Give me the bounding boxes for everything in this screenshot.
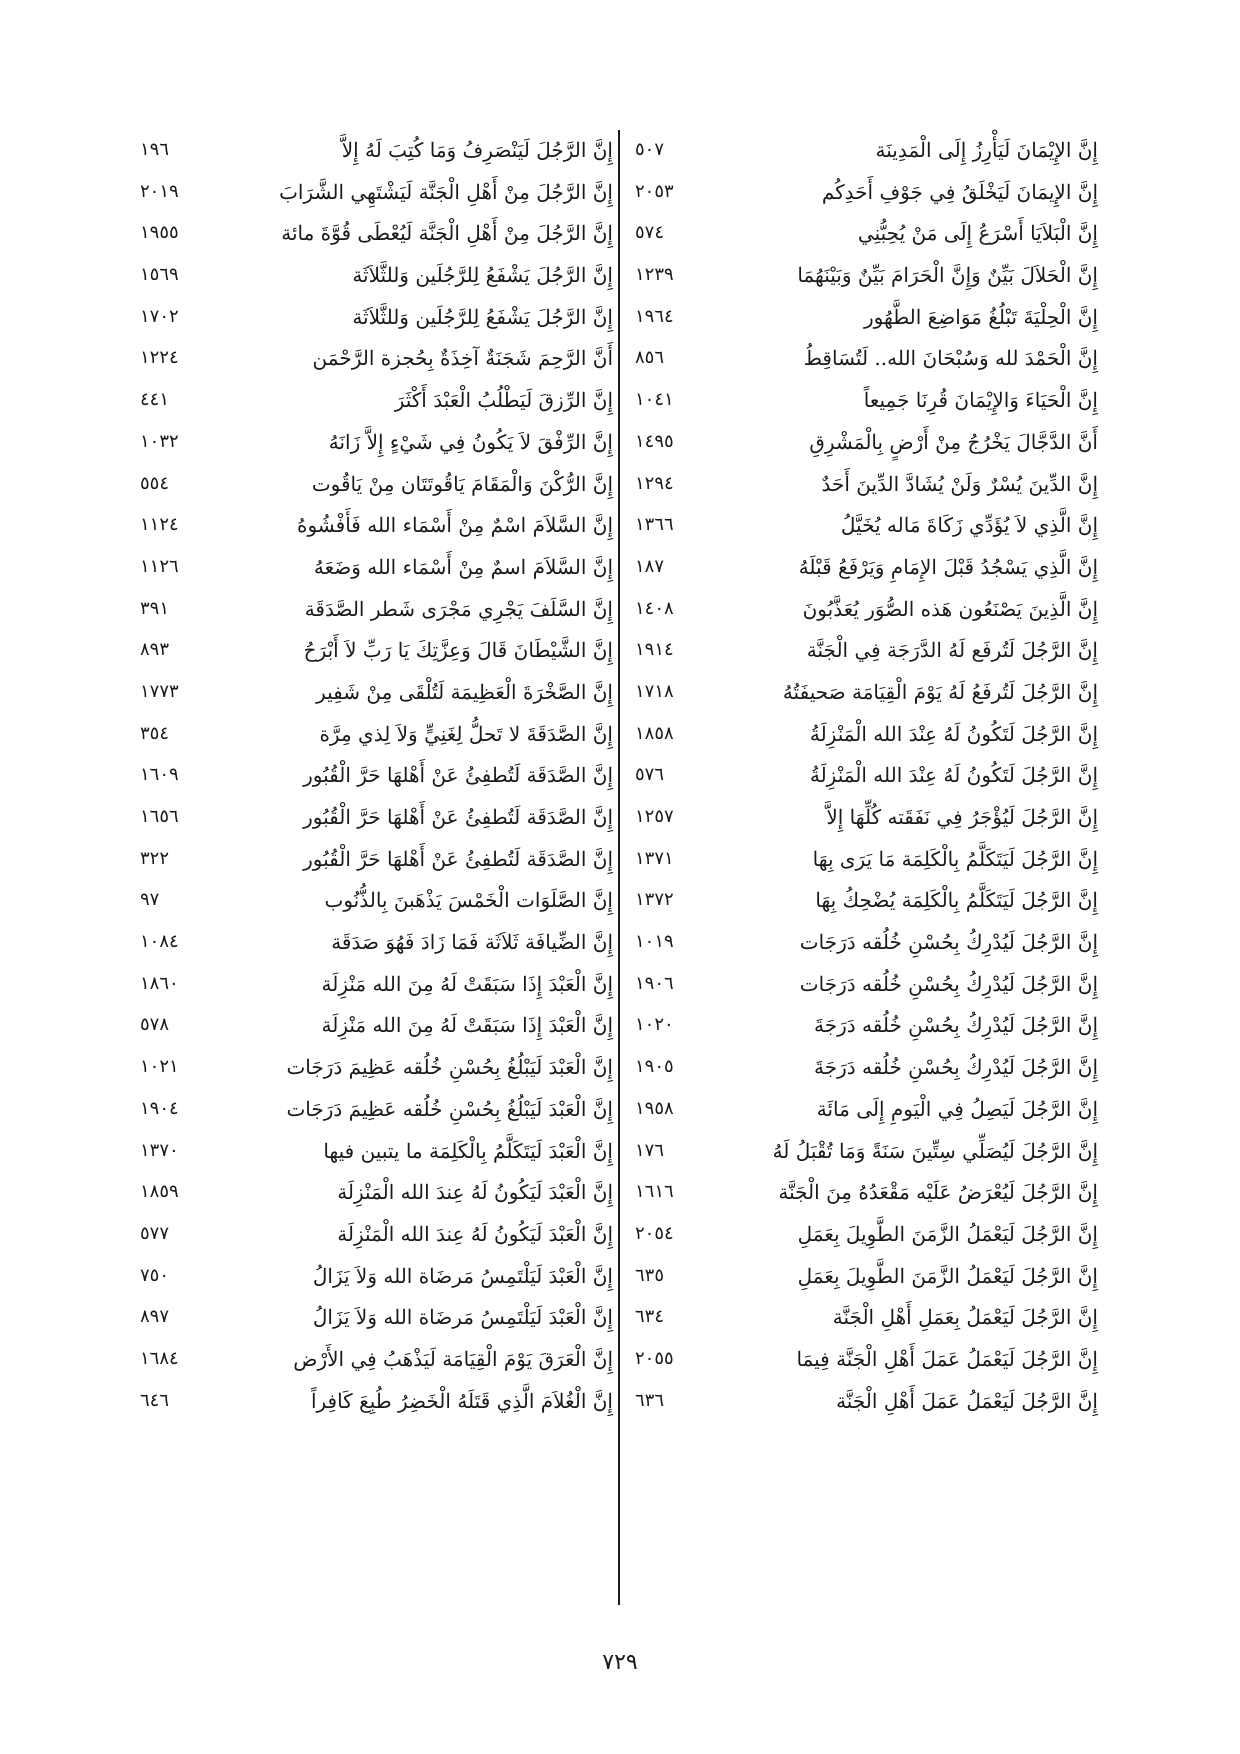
index-entry [140,630,613,672]
page-reference: ١٩٠٦ [635,972,674,994]
index-entry [635,130,1098,172]
page-reference: ٥٧٦ [635,764,665,786]
hadith-phrase: إِنَّ الْعَبْدَ لَيَبْلُغُ بِحُسْنِ خُلُقه عَظِيمَ دَرَجَات [286,1055,613,1080]
page-reference: ١٩٦ [140,139,170,160]
left-index-column [140,130,613,1422]
page-reference: ١٩١٤ [635,639,674,661]
page-reference: ٤٤١ [140,389,170,411]
index-entry [635,255,1098,297]
page-reference: ١٠٤١ [635,389,674,411]
index-entry [140,1005,613,1047]
page-reference: ٥٧٤ [635,222,665,244]
page-reference: ١٨٥٨ [635,722,674,744]
index-entry [140,1089,613,1131]
index-entry [140,380,613,422]
index-entry [635,1256,1098,1298]
hadith-phrase: إِنَّ الرَّجُلَ يَشْفَعُ لِلرَّجُلَين وَللثَّلاَثَة [352,263,613,288]
index-entry [140,1047,613,1089]
hadith-phrase: إِنَّ الْعَرَقَ يَوْمَ الْقِيَامَة لَيَذْهَبُ فِي الأَرْض [293,1346,613,1371]
page-reference: ١٧٠٢ [140,305,179,327]
page-reference: ٥٥٤ [140,472,170,494]
page-reference: ١٤٠٨ [635,597,674,619]
hadith-phrase: إِنَّ الرَّجُلَ لَيَعْمَلُ عَمَلَ أَهْلِ الْجَنَّة [836,1388,1098,1413]
hadith-phrase: إِنَّ الْعَبْدَ لَيَبْلُغُ بِحُسْنِ خُلُقه عَظِيمَ دَرَجَات [286,1096,613,1121]
index-entry [635,1089,1098,1131]
index-entry [140,1381,613,1423]
index-entry [140,213,613,255]
hadith-phrase: إِنَّ الرَّجُلَ لَيُدْرِكُ بِحُسْنِ خُلُقه دَرَجَات [799,971,1098,996]
index-entry [635,547,1098,589]
page-reference: ١٩٠٤ [140,1097,179,1119]
page-reference: ١٧١٨ [635,680,674,702]
page-number: ٧٢٩ [602,1650,638,1675]
index-entry [635,714,1098,756]
index-entry [140,1256,613,1298]
hadith-phrase: إِنَّ الصَّدَقَةَ لا تَحلُّ لِغَنِيٍّ وَلاَ لِذي مِرَّة [319,721,613,746]
page-reference: ٦٤٦ [140,1389,170,1411]
index-entry [635,297,1098,339]
index-entry [635,880,1098,922]
index-entry [140,1131,613,1173]
page-reference: ١٠٣٢ [140,430,179,452]
index-entry [140,505,613,547]
page-reference: ٨٥٦ [635,347,665,369]
hadith-phrase: إِنَّ الَّذِي يَسْجُدُ قَبْلَ الإِمَامِ وَيَرْفَعُ قَبْلَهُ [798,554,1098,579]
hadith-phrase: إِنَّ الرَّجُلَ لَيُدْرِكُ بِحُسْنِ خُلُقه دَرَجَةَ [813,1055,1098,1080]
index-entry [140,714,613,756]
page-reference: ٢٠٥٥ [635,1347,674,1369]
index-entry [635,213,1098,255]
page-reference: ٥٠٧ [635,139,665,160]
hadith-phrase: إِنَّ الْبَلاَيَا أَسْرَعُ إِلَى مَنْ يُحِبُّنِي [857,221,1098,246]
index-entry [635,422,1098,464]
page-reference: ٢٠٥٤ [635,1222,674,1244]
page-reference: ١٠٢١ [140,1056,179,1078]
hadith-phrase: إِنَّ الرَّجُلَ لَيَعْمَلُ الزَّمَنَ الطَّوِيلَ بِعَمَلِ [797,1221,1098,1246]
index-entry [635,338,1098,380]
hadith-phrase: إِنَّ الرَّجُلَ لَتَكُونُ لَهُ عِنْدَ الله الْمَنْزِلَةُ [809,763,1098,788]
page-reference: ٧٥٠ [140,1264,170,1286]
page-reference: ١٩٥٨ [635,1097,674,1119]
page-reference: ٣٥٤ [140,722,170,744]
page-reference: ١٢٢٤ [140,347,179,369]
hadith-phrase: إِنَّ الْعَبْدَ لَيَلْتَمِسُ مَرضَاة الله وَلاَ يَزَالُ [312,1305,613,1330]
index-entry [140,964,613,1006]
hadith-phrase: إِنَّ الإِيمَانَ لَيَخْلَقُ فِي جَوْفِ أَحَدِكُم [821,179,1098,204]
page-reference: ١٠١٩ [635,931,674,953]
page-reference: ٥٧٧ [140,1222,170,1244]
hadith-phrase: إِنَّ الإِيْمَانَ لَيَأْرِزُ إِلَى الْمَدِينَة [875,138,1098,162]
index-entry [140,547,613,589]
index-entry [635,380,1098,422]
hadith-phrase: إِنَّ الرَّجُلَ لَيَصِلُ فِي الْيَومِ إِلَى مَائَة [816,1096,1098,1121]
page-reference: ١٢٣٩ [635,264,674,286]
page-reference: ١٧٧٣ [140,680,179,702]
hadith-phrase: إِنَّ الرَّجُلَ مِنْ أَهْلِ الْجَنَّة لَيَشْتَهِي الشَّرَابَ [279,179,613,204]
index-entry [140,130,613,172]
hadith-phrase: إِنَّ الرِّزقَ لَيَطْلُبُ الْعَبْدَ أَكْثَرَ [394,388,613,413]
index-entry [140,589,613,631]
hadith-phrase: إِنَّ الْحَلاَلَ بَيِّنٌ وَإِنَّ الْحَرَامَ بَيِّنٌ وَبَيْنَهُمَا [797,263,1098,288]
column-divider [618,130,620,1605]
index-entry [635,505,1098,547]
index-entry [140,1339,613,1381]
hadith-phrase: إِنَّ الرَّجُلَ لَتَكُونُ لَهُ عِنْدَ الله الْمَنْزِلَةُ [809,721,1098,746]
index-entry [140,338,613,380]
index-entry [635,1131,1098,1173]
hadith-phrase: إِنَّ الضِّيافَة ثَلاَثَة فَمَا زَادَ فَهُوَ صَدَقَة [331,930,613,955]
hadith-phrase: إِنَّ الصَّدَقَة لَتُطفِئُ عَنْ أَهْلهَا حَرَّ الْقُبُور [303,805,613,829]
hadith-phrase: إِنَّ الْعَبْدَ لَيَتَكَلَّمُ بِالْكَلِمَة ما يتبين فيها [323,1138,613,1163]
page-reference: ١١٢٤ [140,514,179,536]
index-entry [140,797,613,839]
hadith-phrase: إِنَّ السَّلاَمَ اسْمٌ مِنْ أَسْمَاء الله فَأَفْشُوهُ [297,513,613,538]
index-entry [140,1214,613,1256]
hadith-phrase: إِنَّ الرَّجُلَ يَشْفَعُ لِلرَّجُلَين وَللثَّلاَثَة [352,304,613,329]
index-entry [140,1297,613,1339]
page-reference: ١٧٦ [635,1139,665,1161]
index-entry [635,172,1098,214]
hadith-phrase: إِنَّ الرَّجُلَ لَيُعْرَضُ عَلَيْه مَقْعَدُهُ مِنَ الْجَنَّة [778,1180,1098,1205]
hadith-phrase: إِنَّ الرَّجُلَ لَيَتَكَلَّمُ بِالْكَلِمَة مَا يَرَى بِهَا [812,846,1098,871]
hadith-phrase: إِنَّ الْحَيَاءَ وَالإِيْمَانَ قُرِنَا جَمِيعاً [863,388,1098,413]
index-entry [635,1172,1098,1214]
hadith-phrase: إِنَّ الصَّدَقَة لَتُطفِئُ عَنْ أَهْلهَا حَرَّ الْقُبُور [303,763,613,788]
hadith-phrase: إِنَّ الرَّجُلَ لَيُؤْجَرُ فِي نَفَقَته كُلِّهَا إِلاَّ [826,805,1098,829]
index-entry [140,422,613,464]
hadith-phrase: إِنَّ الرَّجُلَ لَيُصَلِّي سِتِّينَ سَنَةً وَمَا تُقْبَلُ لَهُ [772,1138,1098,1163]
index-entry [140,672,613,714]
hadith-phrase: إِنَّ الرَّجُلَ لَيَعْمَلُ بِعَمَلِ أَهْلِ الْجَنَّة [832,1305,1098,1330]
page-reference: ٦٣٦ [635,1389,665,1411]
hadith-phrase: إِنَّ الصَّلَوَات الْخَمْسَ يَذْهَبنَ بِالذُّنُوب [324,888,613,913]
hadith-phrase: إِنَّ الدِّينَ يُسْرٌ وَلَنْ يُشَادَّ الدِّينَ أَحَدٌ [821,471,1098,496]
page-reference: ٦٣٤ [635,1306,665,1328]
index-entry [635,755,1098,797]
hadith-phrase: إِنَّ الْعَبْدَ إِذَا سَبَقَتْ لَهُ مِنَ الله مَنْزِلَة [321,971,613,996]
page-reference: ١٨٧ [635,555,665,577]
index-entry [635,1381,1098,1423]
hadith-phrase: إِنَّ الْغُلاَمَ الَّذِي قَتَلَهُ الْخَضِرُ طُبِعَ كَافِراً [310,1388,613,1413]
page-reference: ٣٢٢ [140,847,170,869]
index-entry [635,589,1098,631]
hadith-phrase: إِنَّ الَّذِينَ يَصْنَعُون هَذه الصُّوَر يُعَذَّبُونَ [802,596,1098,621]
hadith-phrase: إِنَّ الرَّجُلَ لَيَعْمَلُ عَمَلَ أَهْلِ الْجَنَّة فِيمَا [796,1346,1098,1371]
index-entry [635,797,1098,839]
hadith-phrase: إِنَّ الرِّفْقَ لاَ يَكُونُ فِي شَيْءٍ إِلاَّ زَانَهُ [328,429,613,454]
index-entry [140,255,613,297]
index-entry [635,1005,1098,1047]
hadith-phrase: إِنَّ الرَّجُلَ مِنْ أَهْلِ الْجَنَّة لَيُعْطَى قُوَّةَ مائة [281,221,613,246]
index-entry [635,964,1098,1006]
page-reference: ٨٩٧ [140,1306,170,1328]
page-reference: ٢٠٥٣ [635,180,674,202]
hadith-phrase: إِنَّ الْعَبْدَ لَيَلْتَمِسُ مَرضَاة الله وَلاَ يَزَالُ [312,1263,613,1288]
hadith-phrase: إِنَّ الرَّجُلَ لَيَنْصَرِفُ وَمَا كُتِبَ لَهُ إِلاَّ [341,138,613,162]
page-reference: ١٦٥٦ [140,806,179,827]
index-entry [140,922,613,964]
index-entry [635,1297,1098,1339]
page-reference: ٢٠١٩ [140,180,179,202]
index-entry [140,464,613,506]
page-reference: ٨٩٣ [140,639,170,661]
page-reference: ١٤٩٥ [635,430,674,452]
index-entry [140,755,613,797]
index-entry [140,1172,613,1214]
hadith-phrase: إِنَّ الْحَمْدَ لله وَسُبْحَانَ الله.. لَتُسَاقِطُ [803,346,1098,371]
hadith-phrase: إِنَّ الَّذِي لاَ يُؤَدِّي زَكَاةَ مَاله يُخَيَّلُ [840,513,1098,538]
page-reference: ١٢٥٧ [635,806,674,827]
hadith-phrase: إِنَّ الرَّجُلَ لَتُرفَعُ لَهُ يَوْمَ الْقِيَامَة صَحيفَتُهُ [782,679,1098,704]
page-reference: ١٣٧١ [635,847,674,869]
index-entry [635,630,1098,672]
hadith-phrase: إِنَّ السَّلاَمَ اسمٌ مِنْ أَسْمَاء الله وَضَعَهُ [313,554,613,579]
page-reference: ١٩٦٤ [635,305,674,327]
hadith-phrase: إِنَّ الرَّجُلَ لَتُرفَع لَهُ الدَّرَجَة فِي الْجَنَّة [806,638,1098,663]
index-entry [635,1214,1098,1256]
index-entry [635,672,1098,714]
page-reference: ١٨٥٩ [140,1181,179,1203]
hadith-phrase: إِنَّ الْعَبْدَ لَيَكُونُ لَهُ عِندَ الله الْمَنْزِلَة [337,1180,613,1205]
hadith-phrase: إِنَّ الشَّيْطَانَ قَالَ وَعِزَّتِكَ يَا رَبِّ لاَ أَبْرَحُ [303,638,613,663]
page-reference: ١٩٠٥ [635,1056,674,1078]
index-entry [140,297,613,339]
page-reference: ١٣٧٠ [140,1139,179,1161]
page-reference: ٥٧٨ [140,1014,170,1036]
hadith-phrase: إِنَّ السَّلَفَ يَجْرِي مَجْرَى شَطر الصَّدَقَة [304,596,613,621]
page-reference: ١٥٦٩ [140,264,179,286]
page-reference: ١٠٢٠ [635,1014,674,1036]
page-reference: ١٣٦٦ [635,514,674,536]
hadith-phrase: أَنَّ الدَّجَّالَ يَخْرُجُ مِنْ أَرْضٍ بِالْمَشْرِقِ [809,429,1098,454]
page-reference: ١٩٥٥ [140,222,179,244]
hadith-phrase: إِنَّ الرُّكْنَ وَالْمَقَامَ يَاقُوتَتَان مِنْ يَاقُوت [311,471,613,496]
right-index-column [635,130,1098,1422]
index-entry [140,172,613,214]
page-reference: ٩٧ [140,889,160,911]
page-reference: ١٠٨٤ [140,931,179,953]
index-entry [635,464,1098,506]
page-reference: ١١٢٦ [140,555,179,577]
hadith-phrase: إِنَّ الْعَبْدَ إِذَا سَبَقَتْ لَهُ مِنَ الله مَنْزِلَة [321,1013,613,1038]
page-reference: ١٦٨٤ [140,1347,179,1369]
page-reference: ١٨٦٠ [140,972,179,994]
hadith-phrase: إِنَّ الصَّدَقَة لَتُطفِئُ عَنْ أَهْلهَا حَرَّ الْقُبُور [303,846,613,871]
index-entry [635,1047,1098,1089]
index-entry [140,880,613,922]
hadith-phrase: إِنَّ الْعَبْدَ لَيَكُونُ لَهُ عِندَ الله الْمَنْزِلَة [337,1221,613,1246]
page-reference: ١٦٠٩ [140,764,179,786]
hadith-phrase: إِنَّ الرَّجُلَ لَيُدْرِكُ بِحُسْنِ خُلُقه دَرَجَات [799,930,1098,955]
index-entry [140,839,613,881]
hadith-phrase: إِنَّ الرَّجُلَ لَيَتَكَلَّمُ بِالْكَلِمَة يُضْحِكُ بِهَا [815,888,1098,913]
hadith-phrase: أَنَّ الرَّحِمَ شَجَنَةٌ آخِذَةٌ بِحُجزة الرَّحْمَن [312,346,613,371]
index-entry [635,922,1098,964]
hadith-phrase: إِنَّ الرَّجُلَ لَيُدْرِكُ بِحُسْنِ خُلُقه دَرَجَةَ [813,1013,1098,1038]
hadith-phrase: إِنَّ الصَّخْرَةَ الْعَظِيمَة لَتُلْقَى مِنْ شَفِير [316,679,613,704]
hadith-phrase: إِنَّ الرَّجُلَ لَيَعْمَلُ الزَّمَنَ الطَّوِيلَ بِعَمَلِ [797,1263,1098,1288]
page-reference: ١٢٩٤ [635,472,674,494]
hadith-phrase: إِنَّ الْحِلْيَةَ تَبْلُغُ مَوَاضِعَ الطَّهُور [864,304,1098,329]
index-entry [635,839,1098,881]
page-reference: ١٣٧٢ [635,889,674,911]
index-entry [635,1339,1098,1381]
page-reference: ٣٩١ [140,597,170,619]
page-reference: ١٦١٦ [635,1181,674,1203]
page-reference: ٦٣٥ [635,1264,665,1286]
